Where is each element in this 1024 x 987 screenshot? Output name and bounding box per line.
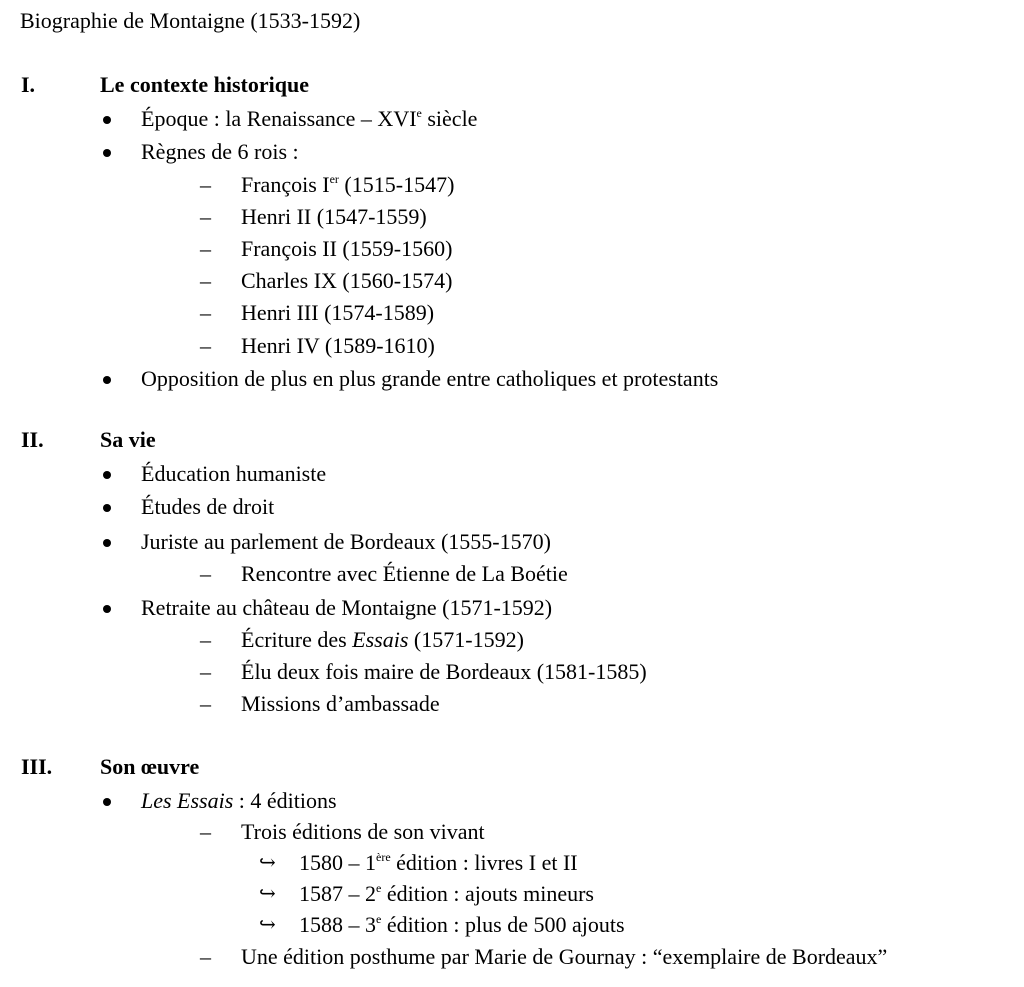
hook-arrow-icon: ↪ bbox=[259, 883, 276, 905]
dash-marker: – bbox=[200, 268, 211, 293]
sublist-item-trois: Trois éditions de son vivant bbox=[241, 819, 485, 844]
bullet-icon bbox=[100, 104, 116, 134]
sublist-item-roi: Henri IV (1589-1610) bbox=[241, 333, 435, 358]
bullet-icon bbox=[100, 527, 116, 557]
list-item-education: Éducation humaniste bbox=[141, 461, 327, 486]
list-item-essais: Les Essais : 4 éditions bbox=[141, 788, 337, 813]
document-title: Biographie de Montaigne (1533-1592) bbox=[20, 8, 361, 33]
dash-marker: – bbox=[200, 944, 211, 969]
list-item-etudes: Études de droit bbox=[141, 494, 275, 519]
bullet-icon bbox=[100, 786, 116, 816]
section-title: Le contexte historique bbox=[100, 72, 309, 97]
dash-marker: – bbox=[200, 819, 211, 844]
sublist-item-ecriture: Écriture des Essais (1571-1592) bbox=[241, 627, 524, 652]
edition-item: 1587 – 2e édition : ajouts mineurs bbox=[299, 881, 594, 906]
dash-marker: – bbox=[200, 300, 211, 325]
section-number: I. bbox=[21, 72, 36, 97]
section-title: Son œuvre bbox=[100, 754, 200, 779]
list-item-epoque: Époque : la Renaissance – XVIe siècle bbox=[141, 106, 478, 131]
dash-marker: – bbox=[200, 627, 211, 652]
sublist-item-missions: Missions d’ambassade bbox=[241, 691, 440, 716]
dash-marker: – bbox=[200, 204, 211, 229]
list-item-juriste: Juriste au parlement de Bordeaux (1555-1570) bbox=[141, 529, 551, 554]
sublist-item-roi: Charles IX (1560-1574) bbox=[241, 268, 453, 293]
dash-marker: – bbox=[200, 561, 211, 586]
bullet-icon bbox=[100, 492, 116, 522]
section-title: Sa vie bbox=[100, 427, 156, 452]
list-item-retraite: Retraite au château de Montaigne (1571-1592) bbox=[141, 595, 553, 620]
sublist-item-posthume: Une édition posthume par Marie de Gournay : “exemplaire de Bordeaux” bbox=[241, 944, 888, 969]
list-item-regnes: Règnes de 6 rois : bbox=[141, 139, 299, 164]
bullet-icon bbox=[100, 137, 116, 167]
bullet-icon bbox=[100, 459, 116, 489]
edition-item: 1588 – 3e édition : plus de 500 ajouts bbox=[299, 912, 625, 937]
hook-arrow-icon: ↪ bbox=[259, 914, 276, 936]
sublist-item-roi: François II (1559-1560) bbox=[241, 236, 453, 261]
sublist-item-roi: Henri II (1547-1559) bbox=[241, 204, 427, 229]
sublist-item-maire: Élu deux fois maire de Bordeaux (1581-1585) bbox=[241, 659, 647, 684]
dash-marker: – bbox=[200, 236, 211, 261]
bullet-icon bbox=[100, 364, 116, 394]
section-number: III. bbox=[21, 754, 53, 779]
dash-marker: – bbox=[200, 691, 211, 716]
dash-marker: – bbox=[200, 172, 211, 197]
sublist-item-roi: Henri III (1574-1589) bbox=[241, 300, 435, 325]
section-number: II. bbox=[21, 427, 44, 452]
bullet-icon bbox=[100, 593, 116, 623]
dash-marker: – bbox=[200, 659, 211, 684]
edition-item: 1580 – 1ère édition : livres I et II bbox=[299, 850, 578, 875]
sublist-item-rencontre: Rencontre avec Étienne de La Boétie bbox=[241, 561, 568, 586]
dash-marker: – bbox=[200, 333, 211, 358]
list-item-opposition: Opposition de plus en plus grande entre catholiques et protestants bbox=[141, 366, 719, 391]
hook-arrow-icon: ↪ bbox=[259, 852, 276, 874]
sublist-item-roi: François Ier (1515-1547) bbox=[241, 172, 455, 197]
